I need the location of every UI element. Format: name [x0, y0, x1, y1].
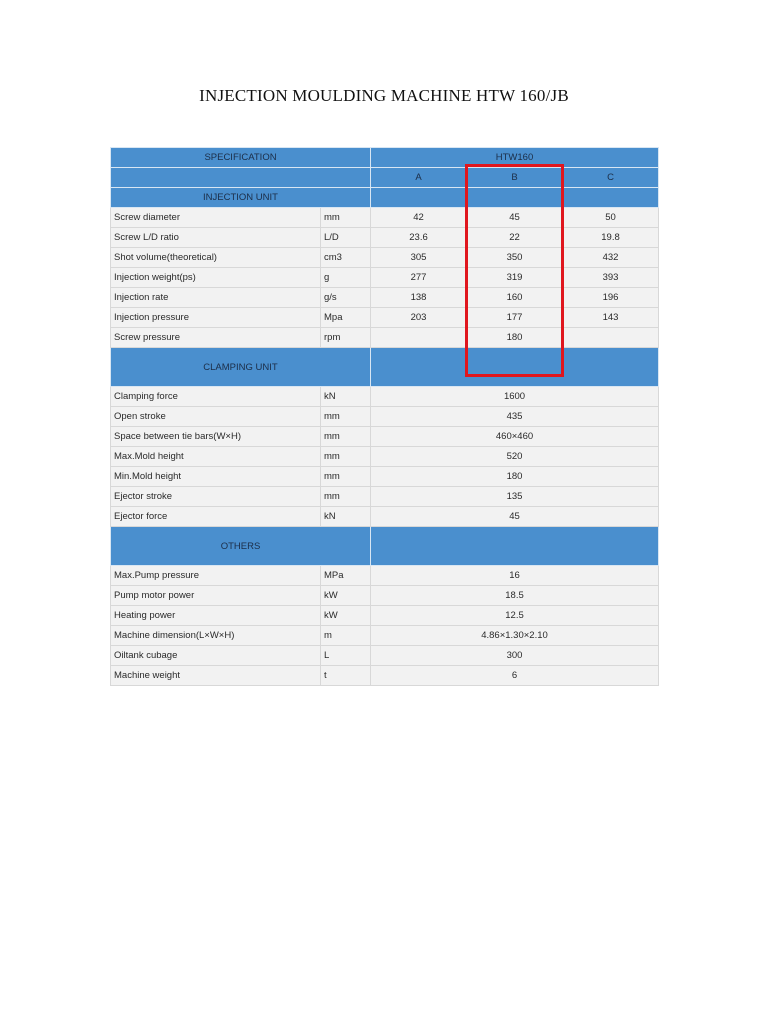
- param-value: 18.5: [371, 586, 659, 606]
- table-row: [111, 208, 659, 228]
- param-value: 12.5: [371, 606, 659, 626]
- param-name: Pump motor power: [111, 586, 321, 606]
- param-unit: g: [321, 268, 371, 288]
- param-name: Injection rate: [111, 288, 321, 308]
- section-blank: [371, 188, 659, 208]
- value-a: 305: [371, 248, 467, 268]
- param-unit: mm: [321, 407, 371, 427]
- table-row: [111, 507, 659, 527]
- value-a: 277: [371, 268, 467, 288]
- param-unit: m: [321, 626, 371, 646]
- value-b: 177: [467, 308, 563, 328]
- variant-c-header: C: [563, 168, 659, 188]
- table-row: [111, 646, 659, 666]
- param-unit: kW: [321, 586, 371, 606]
- param-unit: L: [321, 646, 371, 666]
- variant-a-header: A: [371, 168, 467, 188]
- param-unit: cm3: [321, 248, 371, 268]
- param-value: 1600: [371, 387, 659, 407]
- param-name: Open stroke: [111, 407, 321, 427]
- table-row: [111, 268, 659, 288]
- value-c: 143: [563, 308, 659, 328]
- param-unit: mm: [321, 208, 371, 228]
- param-name: Ejector stroke: [111, 487, 321, 507]
- param-name: Machine weight: [111, 666, 321, 686]
- value-b: 350: [467, 248, 563, 268]
- table-row: [111, 606, 659, 626]
- section-label: INJECTION UNIT: [111, 188, 371, 208]
- header-row: [111, 148, 659, 168]
- param-unit: t: [321, 666, 371, 686]
- value-b: 45: [467, 208, 563, 228]
- param-name: Heating power: [111, 606, 321, 626]
- value-a: 203: [371, 308, 467, 328]
- page-title: INJECTION MOULDING MACHINE HTW 160/JB: [199, 86, 569, 105]
- param-value: 135: [371, 487, 659, 507]
- value-a: 42: [371, 208, 467, 228]
- param-value: 45: [371, 507, 659, 527]
- table-row: [111, 228, 659, 248]
- param-value: 460×460: [371, 427, 659, 447]
- injection-unit-section: [111, 188, 659, 208]
- value-a: 23.6: [371, 228, 467, 248]
- param-unit: mm: [321, 427, 371, 447]
- param-name: Shot volume(theoretical): [111, 248, 321, 268]
- value-c: 19.8: [563, 228, 659, 248]
- table-row: [111, 328, 659, 348]
- table-row: [111, 308, 659, 328]
- param-value: 300: [371, 646, 659, 666]
- section-blank: [371, 527, 659, 566]
- param-unit: g/s: [321, 288, 371, 308]
- param-value: 6: [371, 666, 659, 686]
- value-c: 393: [563, 268, 659, 288]
- others-section: [111, 527, 659, 566]
- param-value: 4.86×1.30×2.10: [371, 626, 659, 646]
- spec-table: [110, 147, 659, 686]
- param-unit: mm: [321, 467, 371, 487]
- param-name: Min.Mold height: [111, 467, 321, 487]
- param-name: Clamping force: [111, 387, 321, 407]
- param-unit: mm: [321, 447, 371, 467]
- param-unit: MPa: [321, 566, 371, 586]
- variant-row: [111, 168, 659, 188]
- variant-b-header: B: [467, 168, 563, 188]
- param-name: Ejector force: [111, 507, 321, 527]
- param-unit: Mpa: [321, 308, 371, 328]
- value-a: 138: [371, 288, 467, 308]
- param-value: 435: [371, 407, 659, 427]
- value-c: 196: [563, 288, 659, 308]
- param-name: Injection weight(ps): [111, 268, 321, 288]
- param-unit: rpm: [321, 328, 371, 348]
- table-row: [111, 467, 659, 487]
- param-unit: mm: [321, 487, 371, 507]
- param-unit: kW: [321, 606, 371, 626]
- table-row: [111, 387, 659, 407]
- section-label: CLAMPING UNIT: [111, 348, 371, 387]
- value-b: 319: [467, 268, 563, 288]
- param-value: 180: [371, 467, 659, 487]
- table-row: [111, 626, 659, 646]
- param-name: Screw pressure: [111, 328, 321, 348]
- param-value: 520: [371, 447, 659, 467]
- table-row: [111, 586, 659, 606]
- table-row: [111, 487, 659, 507]
- table-row: [111, 248, 659, 268]
- blank-header: [111, 168, 371, 188]
- param-value: 180: [371, 328, 659, 348]
- value-c: 50: [563, 208, 659, 228]
- param-name: Screw diameter: [111, 208, 321, 228]
- table-row: [111, 447, 659, 467]
- spec-header: SPECIFICATION: [111, 148, 371, 168]
- section-label: OTHERS: [111, 527, 371, 566]
- param-name: Injection pressure: [111, 308, 321, 328]
- param-name: Oiltank cubage: [111, 646, 321, 666]
- table-row: [111, 666, 659, 686]
- param-name: Max.Pump pressure: [111, 566, 321, 586]
- value-c: 432: [563, 248, 659, 268]
- clamping-unit-section: [111, 348, 659, 387]
- table-row: [111, 288, 659, 308]
- param-unit: L/D: [321, 228, 371, 248]
- param-unit: kN: [321, 387, 371, 407]
- table-row: [111, 427, 659, 447]
- param-name: Screw L/D ratio: [111, 228, 321, 248]
- table-row: [111, 566, 659, 586]
- model-header: HTW160: [371, 148, 659, 168]
- value-b: 160: [467, 288, 563, 308]
- param-name: Machine dimension(L×W×H): [111, 626, 321, 646]
- param-name: Max.Mold height: [111, 447, 321, 467]
- param-unit: kN: [321, 507, 371, 527]
- value-b: 22: [467, 228, 563, 248]
- section-blank: [371, 348, 659, 387]
- param-name: Space between tie bars(W×H): [111, 427, 321, 447]
- param-value: 16: [371, 566, 659, 586]
- table-row: [111, 407, 659, 427]
